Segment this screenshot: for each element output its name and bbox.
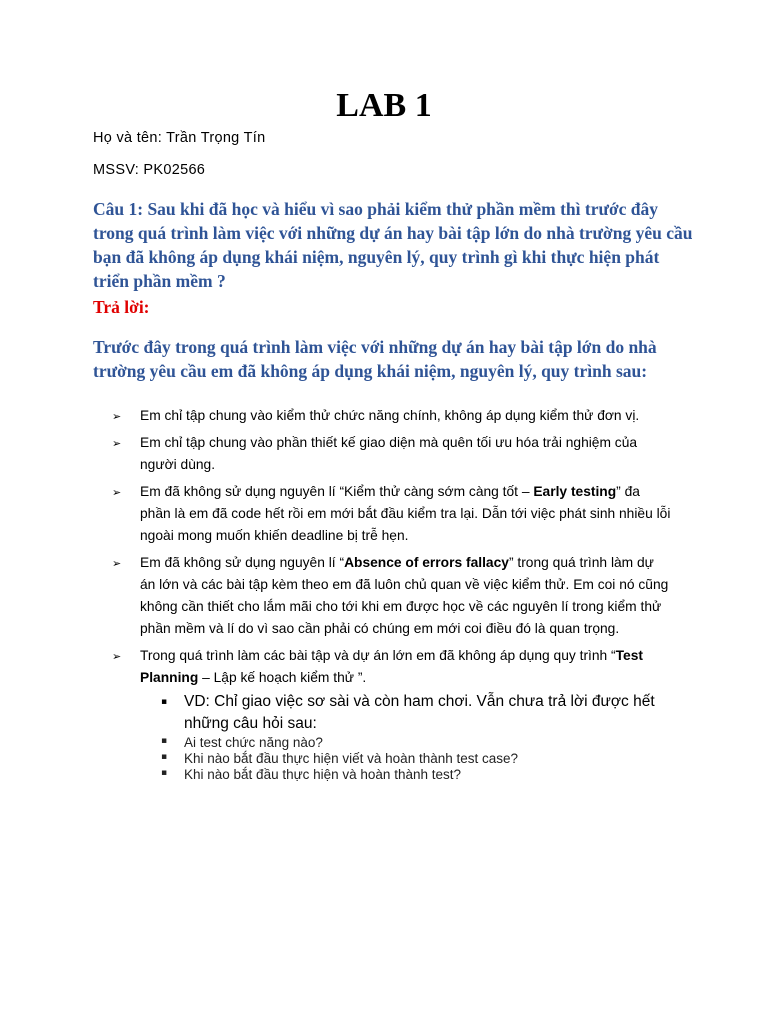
sub-list-item — [158, 767, 690, 783]
list-item — [112, 405, 672, 427]
list-item — [112, 481, 672, 547]
list-item-bold-text: Early testing — [533, 484, 617, 499]
arrow-bullet-icon: ➢ — [112, 650, 122, 663]
list-item-text: ” đa phần là em đã code hết rồi em mới bắt đầu kiểm tra lại. Dẫn tới việc phát sinh nhiều lỗi ngoài mong muốn khiến deadline bị trễ hẹn. — [140, 484, 671, 543]
sub-list-item-text: Khi nào bắt đầu thực hiện và hoàn thành test? — [184, 767, 461, 782]
arrow-bullet-icon: ➢ — [112, 437, 122, 450]
answer-label: Trả lời: — [93, 297, 150, 317]
list-item-text: Em đã không sử dụng nguyên lí “ — [140, 555, 345, 570]
list-item — [112, 432, 672, 476]
question-text: Câu 1: Sau khi đã học và hiểu vì sao phải kiểm thử phần mềm thì trước đây trong quá trình làm việc với những dự án hay bài tập lớn do nhà trường yêu cầu bạn đã không áp dụng khái niệm, nguyên lý, quy trình gì khi thực hiện phát triển phần mềm ? — [93, 199, 693, 291]
arrow-bullet-icon: ➢ — [112, 410, 122, 423]
list-item-text: Em chỉ tập chung vào kiểm thử chức năng chính, không áp dụng kiểm thử đơn vị. — [140, 408, 640, 423]
list-item-text: – Lập kế hoạch kiểm thử ”. — [198, 670, 367, 685]
list-item-text: ” trong quá trình làm dự án lớn và các bài tập kèm theo em đã luôn chủ quan về việc kiểm thử. Em coi nó cũng không cần thiết cho lắm mãi cho tới khi em được học về các nguyên lí trong kiểm thử phần mềm và lí do vì sao cần phải có chúng em mới coi điều đó là quan trọng. — [140, 555, 669, 636]
list-item — [112, 645, 672, 783]
student-name: Họ và tên: Trần Trọng Tín — [93, 130, 266, 146]
square-bullet-icon: ▪ — [161, 752, 168, 762]
document-title: LAB 1 — [336, 87, 432, 124]
arrow-bullet-icon: ➢ — [112, 557, 122, 570]
answer-bullet-list — [112, 405, 672, 788]
student-id: MSSV: PK02566 — [93, 162, 206, 178]
square-bullet-icon: ▪ — [161, 697, 168, 707]
arrow-bullet-icon: ➢ — [112, 486, 122, 499]
square-bullet-icon: ▪ — [161, 736, 168, 746]
sub-list-item-text: VD: Chỉ giao việc sơ sài và còn ham chơi. Vẫn chưa trả lời được hết những câu hỏi sau: — [184, 693, 655, 732]
sub-list-item — [158, 751, 690, 767]
sub-list-item — [158, 691, 690, 735]
sub-list-item — [158, 735, 690, 751]
sub-list-item-text: Ai test chức năng nào? — [184, 735, 323, 750]
list-item-text: Trong quá trình làm các bài tập và dự án lớn em đã không áp dụng quy trình “ — [140, 648, 616, 663]
list-item-bold-text: Absence of errors fallacy — [344, 555, 509, 570]
list-item-text: Em chỉ tập chung vào phần thiết kế giao diện mà quên tối ưu hóa trải nghiệm của người dùng. — [140, 435, 638, 472]
list-item-text: Em đã không sử dụng nguyên lí “Kiểm thử càng sớm càng tốt – — [140, 484, 534, 499]
answer-intro: Trước đây trong quá trình làm việc với những dự án hay bài tập lớn do nhà trường yêu cầu em đã không áp dụng khái niệm, nguyên lý, quy trình sau: — [93, 337, 657, 381]
list-item — [112, 552, 672, 640]
sub-list-item-text: Khi nào bắt đầu thực hiện viết và hoàn thành test case? — [184, 751, 519, 766]
sub-bullet-list — [158, 691, 690, 783]
list-item-bold-text: Test Planning — [140, 648, 644, 685]
square-bullet-icon: ▪ — [161, 768, 168, 778]
